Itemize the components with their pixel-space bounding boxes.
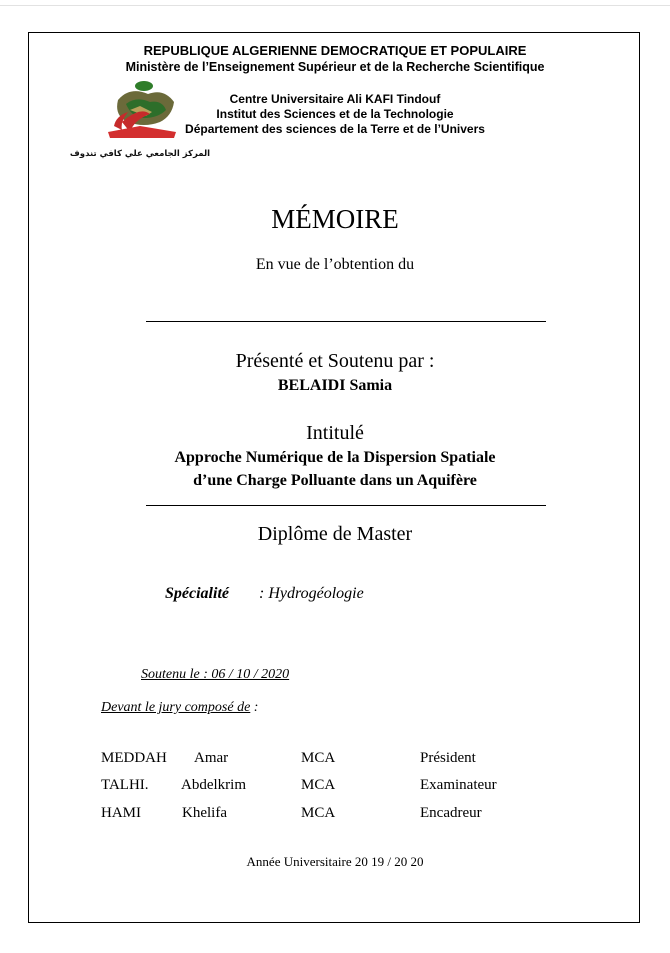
jury-heading-label: Devant le jury composé de	[101, 700, 251, 715]
top-divider	[0, 5, 670, 6]
jury-last-name: TALHI.	[101, 777, 149, 793]
department-line: Département des sciences de la Terre et de l’Univers	[185, 122, 485, 136]
svg-text:المركز الجامعي علي كافي تندوف: المركز الجامعي علي كافي تندوف	[69, 149, 211, 159]
presented-label: Présenté et Soutenu par :	[235, 350, 435, 372]
jury-role: Président	[420, 750, 476, 766]
jury-last-name: MEDDAH	[101, 750, 167, 766]
institute-line: Institut des Sciences et de la Technologie	[216, 107, 454, 121]
republic-line: REPUBLIQUE ALGERIENNE DEMOCRATIQUE ET POPULAIRE	[143, 43, 527, 58]
jury-grade: MCA	[301, 805, 336, 821]
ministry-line: Ministère de l’Enseignement Supérieur et de la Recherche Scientifique	[125, 60, 545, 74]
thesis-title-line1: Approche Numérique de la Dispersion Spatiale	[174, 449, 496, 466]
student-name: BELAIDI Samia	[277, 377, 393, 394]
memoire-subtitle: En vue de l’obtention du	[255, 256, 415, 273]
jury-heading-colon: :	[250, 700, 259, 715]
memoire-title: MÉMOIRE	[271, 204, 399, 234]
defense-date: Soutenu le : 06 / 10 / 2020	[141, 667, 290, 682]
academic-year: Année Universitaire 20 19 / 20 20	[246, 854, 424, 869]
thesis-label: Intitulé	[306, 422, 364, 444]
jury-role: Encadreur	[420, 805, 482, 821]
jury-heading	[101, 700, 258, 716]
specialty-value: : Hydrogéologie	[259, 585, 364, 602]
jury-first-name: Khelifa	[182, 805, 227, 821]
jury-first-name: Abdelkrim	[181, 777, 246, 793]
jury-grade: MCA	[301, 777, 336, 793]
jury-first-name: Amar	[194, 750, 229, 766]
jury-role: Examinateur	[420, 777, 497, 793]
specialty-label: Spécialité	[165, 585, 229, 602]
thesis-title-line2: d’une Charge Polluante dans un Aquifère	[193, 472, 477, 489]
diploma-title: Diplôme de Master	[257, 523, 413, 545]
university-line: Centre Universitaire Ali KAFI Tindouf	[229, 92, 441, 106]
divider-1	[146, 321, 546, 322]
jury-last-name: HAMI	[101, 805, 141, 821]
divider-2	[146, 505, 546, 506]
jury-grade: MCA	[301, 750, 336, 766]
